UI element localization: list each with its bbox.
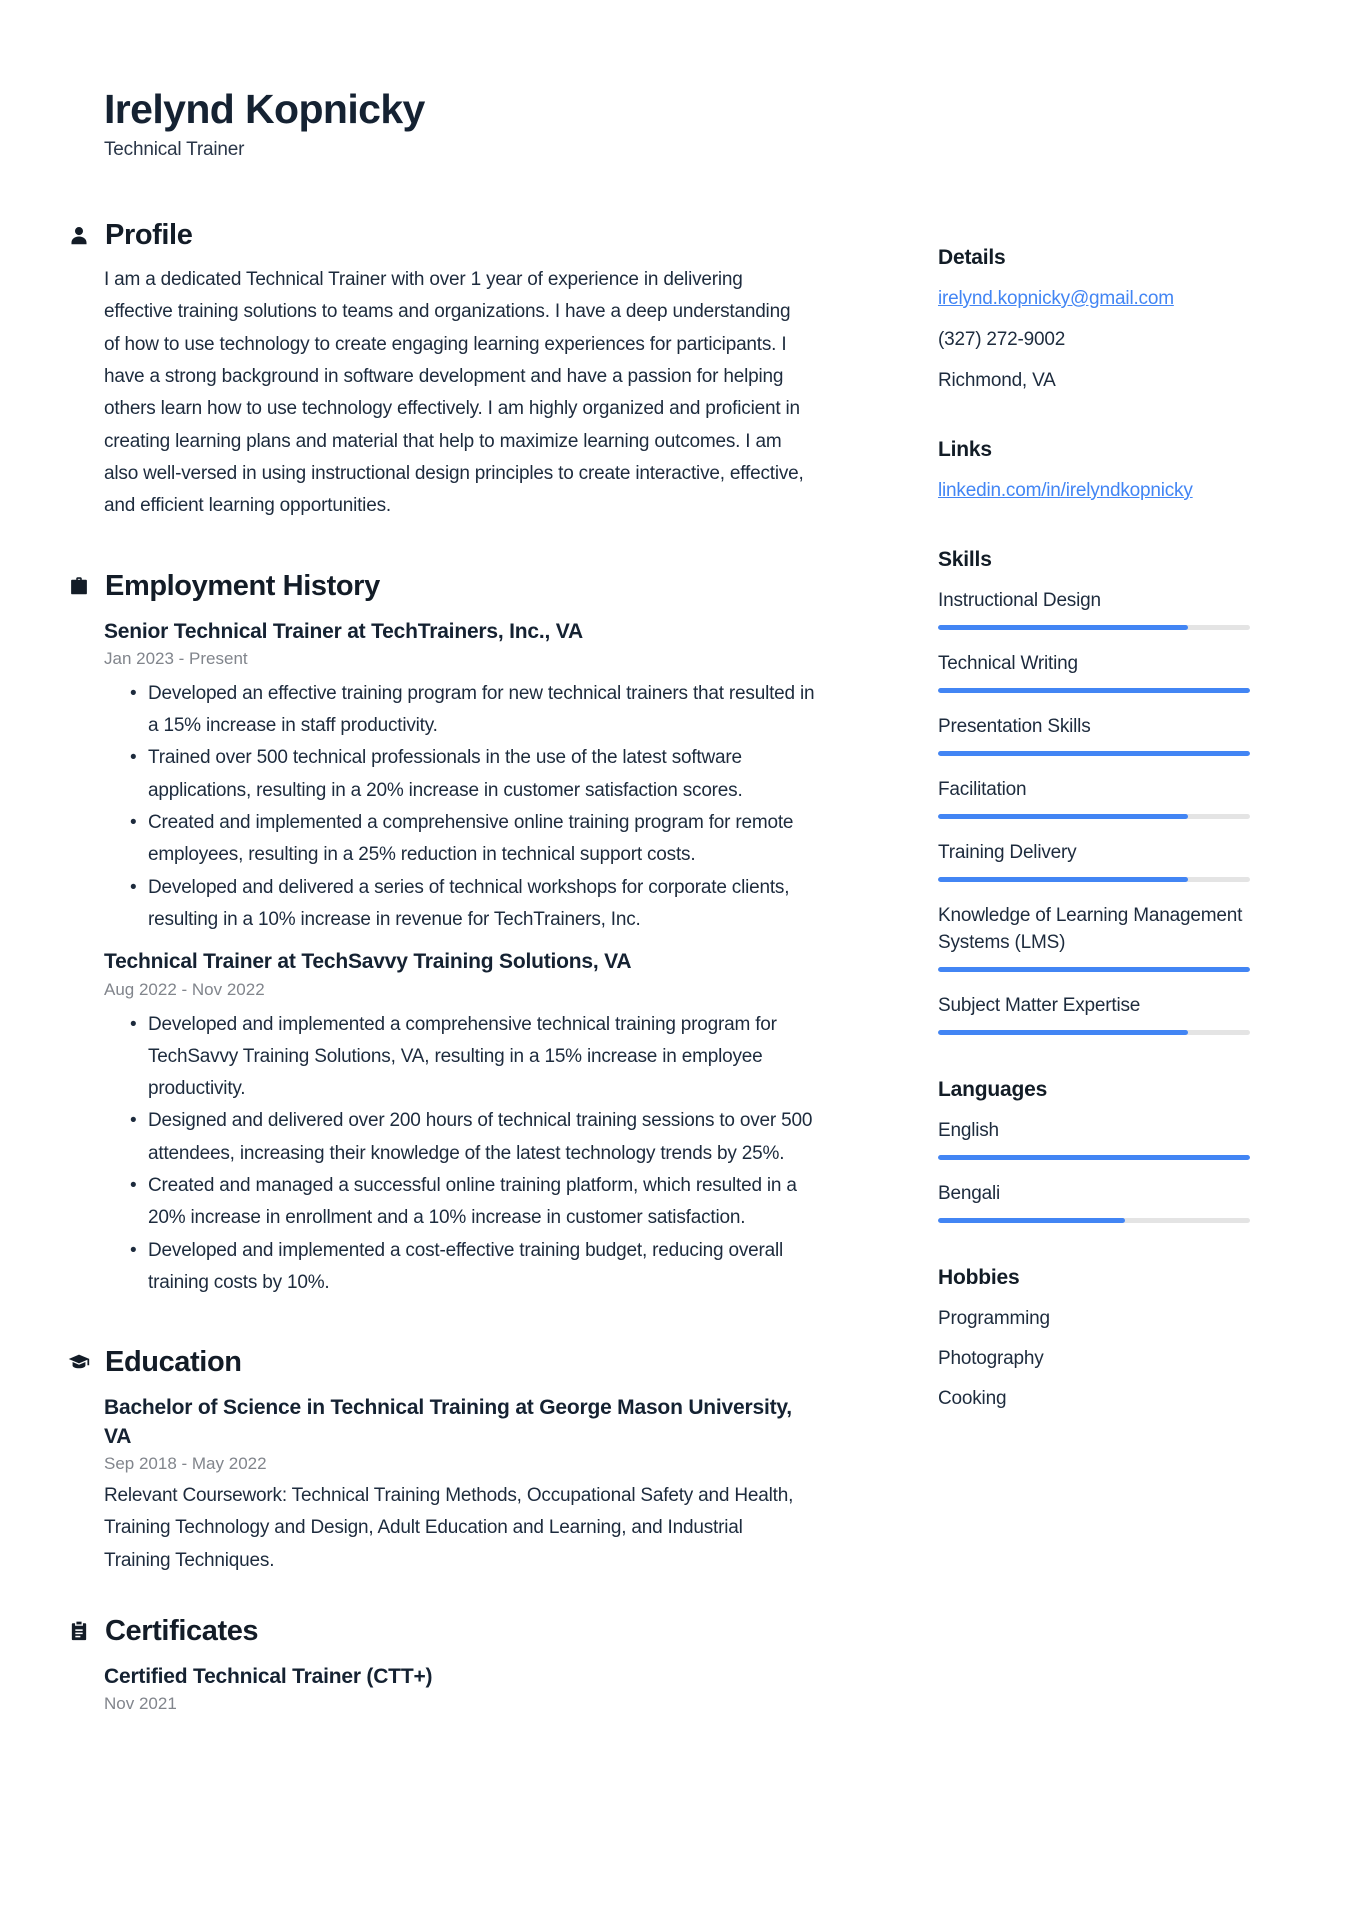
- skill-item: [938, 777, 1250, 819]
- languages-heading: Languages: [938, 1077, 1048, 1101]
- briefcase-icon: [68, 575, 90, 597]
- certificate-title: Certified Technical Trainer (CTT+): [104, 1664, 433, 1688]
- skill-bar-fill: [938, 877, 1188, 882]
- person-name: Irelynd Kopnicky: [104, 86, 425, 132]
- employment-heading: Employment History: [105, 569, 380, 602]
- education-entry: [104, 1394, 850, 1577]
- language-bar-track: [938, 1218, 1250, 1223]
- job-entry: [104, 948, 850, 1299]
- details-heading: Details: [938, 246, 1006, 269]
- language-item: [938, 1181, 1250, 1223]
- hobby-item: Photography: [938, 1347, 1044, 1369]
- language-bar-fill: [938, 1218, 1125, 1223]
- skill-item: [938, 714, 1250, 756]
- job-bullet: • Developed and delivered a series of technical workshops for corporate clients, resulting in a 10% increase in revenue for TechTrainers, Inc.: [104, 872, 816, 937]
- skill-bar-track: [938, 688, 1250, 693]
- skill-bar-track: [938, 877, 1250, 882]
- skill-bar-track: [938, 814, 1250, 819]
- skill-item: [938, 903, 1250, 972]
- job-bullet-list: [104, 678, 816, 936]
- skill-item: [938, 588, 1250, 630]
- skill-item: [938, 651, 1250, 693]
- skill-bar-fill: [938, 625, 1188, 630]
- certificates-heading: Certificates: [105, 1614, 259, 1647]
- skill-label: Presentation Skills: [938, 715, 1091, 737]
- profile-text: I am a dedicated Technical Trainer with over 1 year of experience in delivering effective training solutions to teams and organizations. I have a deep understanding of how to use technology to create engaging learning experiences for participants. I have a strong background in software development and have a passion for helping others learn how to use technology effectively. I am highly organized and proficient in creating learning plans and material that help to maximize learning outcomes. I am also well-versed in using instructional design principles to create interactive, effective, and efficient learning opportunities.: [104, 269, 804, 517]
- language-label: English: [938, 1119, 999, 1141]
- phone-number: (327) 272-9002: [938, 328, 1066, 350]
- job-title: Senior Technical Trainer at TechTrainers, Inc., VA: [104, 619, 583, 643]
- skill-bar-fill: [938, 1030, 1188, 1035]
- skill-bar-fill: [938, 967, 1250, 972]
- skill-bar-fill: [938, 814, 1188, 819]
- skill-label: Instructional Design: [938, 589, 1101, 611]
- employment-heading-row: [68, 570, 850, 603]
- certificates-section: [68, 1615, 850, 1714]
- hobby-item: Programming: [938, 1307, 1050, 1329]
- skill-label: Training Delivery: [938, 841, 1077, 863]
- location-text: Richmond, VA: [938, 369, 1056, 391]
- profile-heading-row: [68, 219, 850, 252]
- job-bullet: • Developed and implemented a comprehensive technical training program for TechSavvy Training Solutions, VA, resulting in a 15% increase in employee productivity.: [104, 1009, 816, 1106]
- skill-label: Knowledge of Learning Management Systems (LMS): [938, 904, 1243, 953]
- education-heading-row: [68, 1346, 850, 1379]
- skill-label: Subject Matter Expertise: [938, 994, 1141, 1016]
- skill-bar-track: [938, 1030, 1250, 1035]
- skill-bar-track: [938, 625, 1250, 630]
- graduation-cap-icon: [68, 1352, 90, 1374]
- degree-title: Bachelor of Science in Technical Training at George Mason University, VA: [104, 1396, 792, 1448]
- hobby-item: Cooking: [938, 1387, 1007, 1409]
- certificate-dates: Nov 2021: [104, 1694, 177, 1714]
- language-bar-fill: [938, 1155, 1250, 1160]
- job-bullet: • Developed and implemented a cost-effective training budget, reducing overall training costs by 10%.: [104, 1235, 816, 1300]
- education-heading: Education: [105, 1346, 242, 1379]
- job-dates: Jan 2023 - Present: [104, 648, 248, 668]
- profile-section: [68, 219, 850, 522]
- job-bullet: • Created and managed a successful online training platform, which resulted in a 20% increase in enrollment and a 10% increase in customer satisfaction.: [104, 1170, 816, 1235]
- skills-heading: Skills: [938, 547, 992, 571]
- education-dates: Sep 2018 - May 2022: [104, 1453, 267, 1473]
- certificates-heading-row: [68, 1615, 850, 1648]
- skill-label: Facilitation: [938, 778, 1027, 800]
- person-icon: [68, 225, 90, 247]
- hobbies-heading: Hobbies: [938, 1265, 1020, 1289]
- language-label: Bengali: [938, 1182, 1000, 1204]
- links-heading: Links: [938, 437, 992, 461]
- job-bullet: • Created and implemented a comprehensive online training program for remote employees, resulting in a 25% reduction in technical support costs.: [104, 807, 816, 872]
- skill-item: [938, 840, 1250, 882]
- education-description: Relevant Coursework: Technical Training Methods, Occupational Safety and Health, Training Technology and Design, Adult Education and Learning, and Industrial Training Techniques.: [104, 1484, 794, 1571]
- skill-label: Technical Writing: [938, 652, 1078, 674]
- person-role: Technical Trainer: [104, 139, 245, 161]
- job-dates: Aug 2022 - Nov 2022: [104, 979, 265, 999]
- job-bullet: • Trained over 500 technical professionals in the use of the latest software applications, resulting in a 20% increase in customer satisfaction scores.: [104, 742, 816, 807]
- skill-bar-track: [938, 967, 1250, 972]
- skill-bar-fill: [938, 751, 1250, 756]
- clipboard-icon: [68, 1620, 90, 1642]
- skill-bar-fill: [938, 688, 1250, 693]
- employment-section: [68, 570, 850, 1300]
- job-entry: [104, 618, 850, 937]
- language-item: [938, 1118, 1250, 1160]
- job-bullet: • Developed an effective training program for new technical trainers that resulted in a 15% increase in staff productivity.: [104, 678, 816, 743]
- skill-item: [938, 993, 1250, 1035]
- education-section: [68, 1346, 850, 1577]
- skill-bar-track: [938, 751, 1250, 756]
- email-link[interactable]: irelynd.kopnicky@gmail.com: [938, 288, 1174, 309]
- certificate-entry: [104, 1663, 850, 1714]
- main-column: [68, 86, 850, 1931]
- profile-heading: Profile: [105, 219, 193, 252]
- job-title: Technical Trainer at TechSavvy Training Solutions, VA: [104, 950, 632, 974]
- job-bullet: • Designed and delivered over 200 hours of technical training sessions to over 500 attendees, increasing their knowledge of the latest technology trends by 25%.: [104, 1105, 816, 1170]
- linkedin-link[interactable]: linkedin.com/in/irelyndkopnicky: [938, 479, 1193, 501]
- language-bar-track: [938, 1155, 1250, 1160]
- sidebar: [938, 86, 1250, 1931]
- job-bullet-list: [104, 1009, 816, 1300]
